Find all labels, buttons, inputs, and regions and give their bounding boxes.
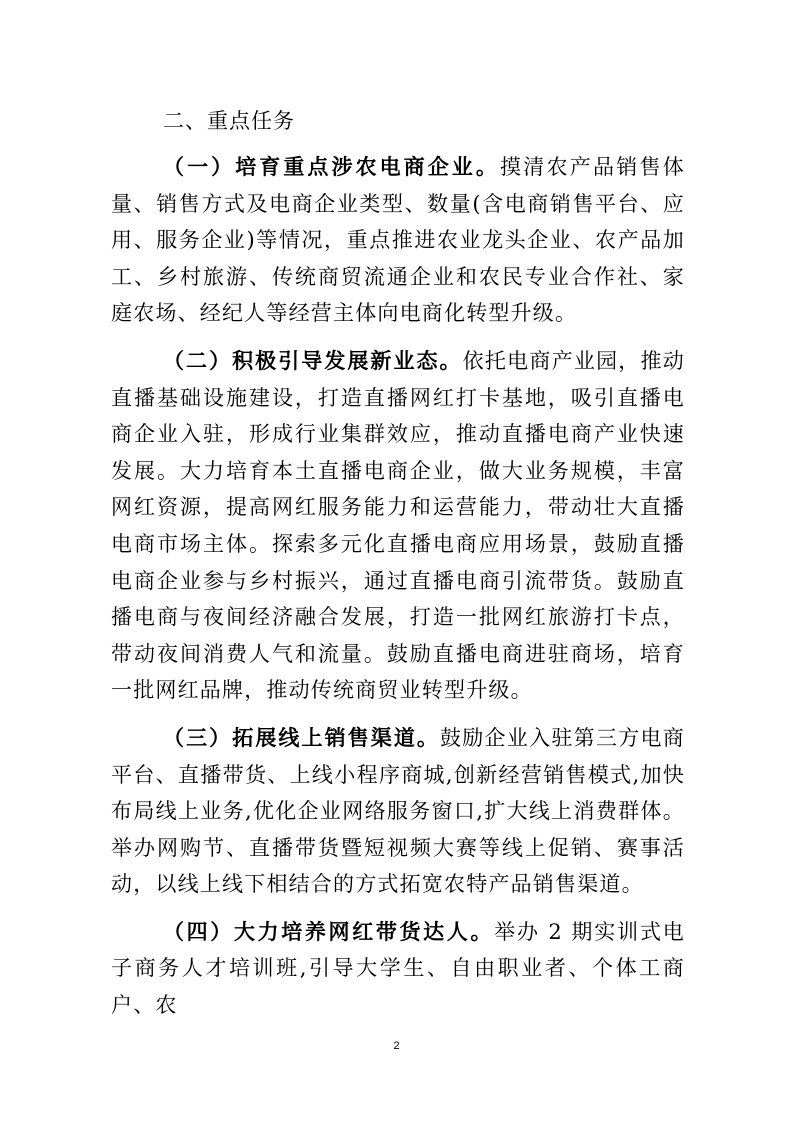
paragraph-3-lead: （三）拓展线上销售渠道。 — [163, 725, 440, 750]
paragraph-3-body: 鼓励企业入驻第三方电商平台、直播带货、上线小程序商城,创新经营销售模式,加快布局线上业务,优化企业网络服务窗口,扩大线上消费群体。举办网购节、直播带货暨短视频大赛等线上促销、赛事活动，以线上线下相结合的方式拓宽农特产品销售渠道。 — [111, 725, 686, 897]
page-number: 2 — [393, 1040, 400, 1052]
paragraph-4-lead: （四）大力培养网红带货达人。 — [163, 919, 495, 944]
paragraph-4 — [111, 914, 685, 1024]
paragraph-3 — [111, 720, 685, 903]
paragraph-4-body: 举办 2 期实训式电子商务人才培训班,引导大学生、自由职业者、个体工商户、农 — [111, 919, 685, 1018]
paragraph-2-lead: （二）积极引导发展新业态。 — [163, 348, 463, 373]
section-title: 二、重点任务 — [163, 109, 295, 133]
paragraph-1 — [111, 149, 685, 332]
paragraph-2-body: 依托电商产业园，推动直播基础设施建设，打造直播网红打卡基地，吸引直播电商企业入驻，形成行业集群效应，推动直播电商产业快速发展。大力培育本土直播电商企业，做大业务规模，丰富网红资源，提高网红服务能力和运营能力，带动壮大直播电商市场主体。探索多元化直播电商应用场景，鼓励直播电商企业参与乡村振兴，通过直播电商引流带货。鼓励直播电商与夜间经济融合发展，打造一批网红旅游打卡点，带动夜间消费人气和流量。鼓励直播电商进驻商场，培育一批网红品牌，推动传统商贸业转型升级。 — [111, 348, 686, 703]
paragraph-2 — [111, 343, 685, 709]
document-body — [111, 103, 685, 1035]
paragraph-1-body: 摸清农产品销售体量、销售方式及电商企业类型、数量(含电商销售平台、应用、服务企业)等情况，重点推进农业龙头企业、农产品加工、乡村旅游、传统商贸流通企业和农民专业合作社、家庭农场、经纪人等经营主体向电商化转型升级。 — [111, 155, 686, 326]
paragraph-1-lead: （一）培育重点涉农电商企业。 — [163, 155, 500, 179]
